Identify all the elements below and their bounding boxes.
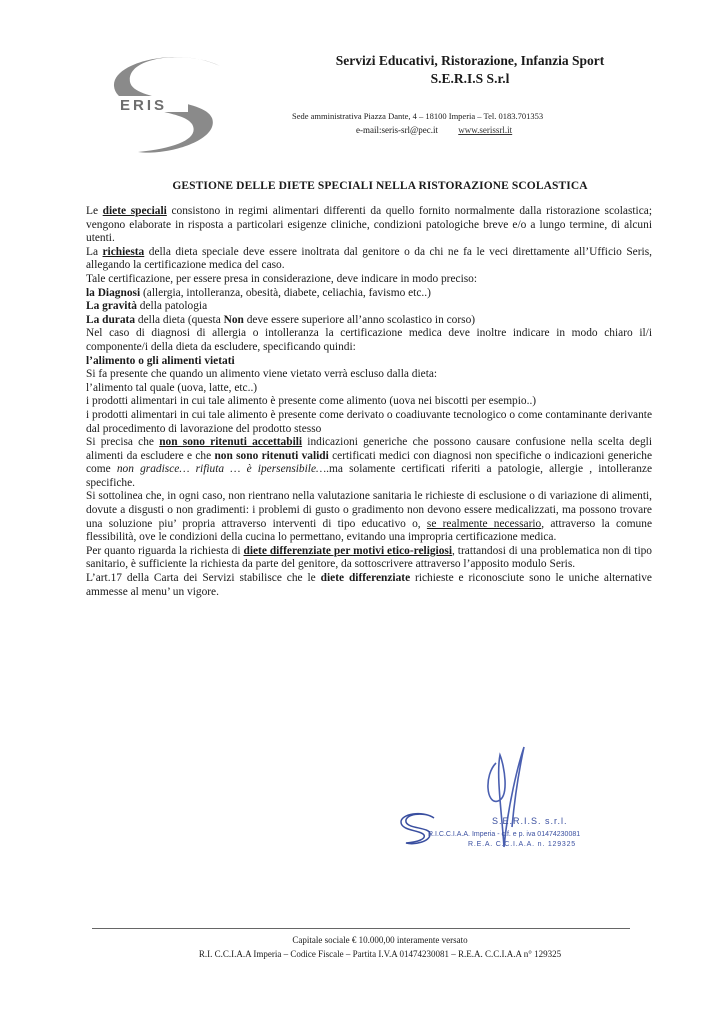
paragraph: Nel caso di diagnosi di allergia o intolleranza la certificazione medica deve inoltre indicare in modo chiaro il/i componente/i della dieta da escludere, specificando quindi:: [86, 327, 652, 353]
paragraph: Si fa presente che quando un alimento viene vietato verrà escluso dalla dieta:: [86, 368, 438, 381]
paragraph: Per quanto riguarda la richiesta di diete differenziate per motivi etico-religiosi, trattandosi di una problematica non di tipo sanitario, è sufficiente la richiesta da parte del genitore, da sottoscrivere attraverso l’apposito modulo Seris.: [86, 544, 652, 571]
company-header: [250, 52, 690, 88]
company-name: Servizi Educativi, Ristorazione, Infanzia Sport: [335, 53, 605, 68]
paragraph: Si sottolinea che, in ogni caso, non rientrano nella valutazione sanitaria le richieste di esclusione o di variazione di alimenti, dovute a disgusti o non gradimenti: i problemi di gusto o gradimento non devono essere medicalizzati, ma possono trovare una soluzione piu’ propria attraverso interventi di tipo educativo o, se realmente necessario, attraverso la comune flessibilità, ove le condizioni della cucina lo permettano, evitando una impropria certificazione medica.: [86, 490, 652, 544]
paragraph: La durata della dieta (questa Non deve essere superiore all’anno scolastico in corso): [86, 313, 476, 326]
stamp-logo-icon: [400, 812, 438, 846]
document-title: GESTIONE DELLE DIETE SPECIALI NELLA RISTORAZIONE SCOLASTICA: [172, 180, 588, 192]
paragraph: Tale certificazione, per essere presa in considerazione, deve indicare in modo preciso:: [86, 272, 478, 285]
footer-capital: Capitale sociale € 10.000,00 interamente versato: [292, 935, 468, 945]
paragraph: Le diete speciali consistono in regimi alimentari differenti da quello fornito normalmente dalla ristorazione scolastica; vengono elaborate in risposta a particolari esigenze cliniche, condizioni patologiche breve e/o a lungo termine, di alcuni utenti.: [86, 205, 652, 245]
website-link[interactable]: www.serissrl.it: [458, 125, 513, 135]
company-stamp: [400, 812, 630, 862]
paragraph: i prodotti alimentari in cui tale alimento è presente come alimento (uova nei biscotti per esempio..): [86, 395, 537, 408]
paragraph: i prodotti alimentari in cui tale alimento è presente come derivato o coadiuvante tecnologico o come contaminante derivante dal procedimento di lavorazione del prodotto stesso: [86, 408, 652, 435]
svg-text:ERIS: ERIS: [120, 97, 168, 114]
paragraph: la Diagnosi (allergia, intolleranza, obesità, diabete, celiachia, favismo etc..): [86, 286, 431, 299]
document-body: [86, 205, 652, 599]
paragraph: La richiesta della dieta speciale deve essere inoltrata dal genitore o da chi ne fa le veci direttamente all’Ufficio Seris, allegando la certificazione medica del caso.: [86, 245, 652, 272]
footer: [80, 933, 680, 961]
email-text: e-mail:seris-srl@pec.it: [356, 125, 439, 135]
seris-logo: [108, 52, 238, 160]
company-contact: [356, 124, 512, 136]
paragraph: l’alimento tal quale (uova, latte, etc..): [86, 381, 258, 394]
footer-registry: R.I. C.C.I.A.A Imperia – Codice Fiscale – Partita I.V.A 01474230081 – R.E.A. C.C.I.A.A n° 129325: [198, 949, 562, 959]
stamp-rea: R.E.A. C.C.I.A.A. n. 129325: [468, 841, 576, 848]
stamp-registry: R.I.C.C.I.A.A. Imperia - c.f. e p. iva 01474230081: [428, 831, 581, 838]
stamp-company: S.E.R.I.S. s.r.l.: [492, 816, 568, 826]
paragraph: L’art.17 della Carta dei Servizi stabilisce che le diete differenziate richieste e riconosciute sono le uniche alternative ammesse al menu’ un vigore.: [86, 572, 652, 598]
company-address: Sede amministrativa Piazza Dante, 4 – 18100 Imperia – Tel. 0183.701353: [292, 111, 544, 121]
paragraph: Si precisa che non sono ritenuti accettabili indicazioni generiche che possono causare confusione nella scelta degli alimenti da escludere e che non sono ritenuti validi certificati medici con diagnosi non specifiche o indicazioni generiche come non gradisce… rifiuta … è ipersensibile….ma solamente certificati riferiti a patologie, allergie , intolleranze specifiche.: [86, 436, 653, 489]
paragraph: La gravità della patologia: [86, 300, 208, 313]
company-srl: S.E.R.I.S S.r.l: [430, 71, 510, 86]
paragraph: l’alimento o gli alimenti vietati: [86, 354, 235, 367]
footer-divider: [92, 928, 630, 929]
